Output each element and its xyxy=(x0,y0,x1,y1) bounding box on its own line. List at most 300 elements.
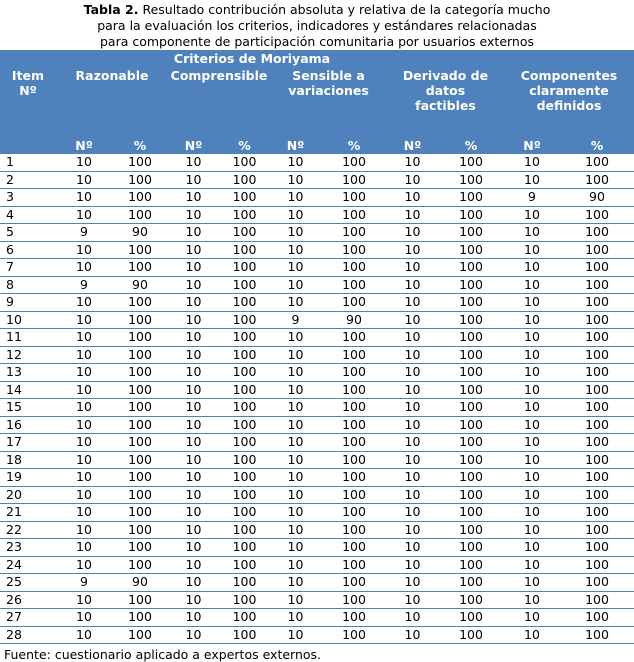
col-header-derivado: Derivado de datos factibles xyxy=(387,50,504,136)
item-cell: 27 xyxy=(0,609,56,627)
count-cell: 10 xyxy=(56,626,112,644)
percent-cell: 100 xyxy=(112,416,168,434)
count-cell: 10 xyxy=(270,486,321,504)
count-cell: 10 xyxy=(504,346,560,364)
count-cell: 9 xyxy=(56,224,112,242)
percent-cell: 100 xyxy=(560,539,634,557)
percent-cell: 100 xyxy=(112,469,168,487)
table-row xyxy=(0,521,634,539)
percent-cell: 100 xyxy=(560,574,634,592)
count-cell: 10 xyxy=(168,504,219,522)
count-cell: 10 xyxy=(504,521,560,539)
table-row xyxy=(0,626,634,644)
count-cell: 10 xyxy=(56,259,112,277)
item-cell: 23 xyxy=(0,539,56,557)
count-cell: 10 xyxy=(168,574,219,592)
caption-line-3: para componente de participación comunitaria por usuarios externos xyxy=(99,34,535,49)
table-row xyxy=(0,556,634,574)
percent-cell: 100 xyxy=(321,486,387,504)
percent-cell: 100 xyxy=(321,626,387,644)
count-cell: 10 xyxy=(270,504,321,522)
percent-cell: 100 xyxy=(560,399,634,417)
table-row xyxy=(0,451,634,469)
percent-cell: 100 xyxy=(219,504,270,522)
percent-cell: 100 xyxy=(438,154,504,171)
count-cell: 10 xyxy=(504,539,560,557)
item-cell: 26 xyxy=(0,591,56,609)
count-cell: 10 xyxy=(168,346,219,364)
count-cell: 10 xyxy=(56,329,112,347)
percent-cell: 100 xyxy=(438,556,504,574)
count-cell: 10 xyxy=(504,364,560,382)
count-cell: 10 xyxy=(56,434,112,452)
percent-cell: 100 xyxy=(219,189,270,207)
count-cell: 10 xyxy=(387,364,438,382)
percent-cell: 100 xyxy=(112,381,168,399)
percent-cell: 100 xyxy=(438,224,504,242)
item-cell: 15 xyxy=(0,399,56,417)
percent-cell: 100 xyxy=(219,259,270,277)
percent-cell: 90 xyxy=(321,311,387,329)
source-note: Fuente: cuestionario aplicado a expertos externos. xyxy=(4,647,322,662)
count-cell: 10 xyxy=(387,416,438,434)
percent-cell: 90 xyxy=(112,224,168,242)
percent-cell: 100 xyxy=(219,556,270,574)
sub-header-blank xyxy=(0,136,56,154)
count-cell: 10 xyxy=(56,346,112,364)
percent-cell: 100 xyxy=(321,259,387,277)
count-cell: 10 xyxy=(504,574,560,592)
count-cell: 10 xyxy=(270,434,321,452)
percent-cell: 100 xyxy=(438,451,504,469)
percent-cell: 100 xyxy=(321,364,387,382)
table-row xyxy=(0,416,634,434)
percent-cell: 100 xyxy=(321,399,387,417)
percent-cell: 100 xyxy=(560,469,634,487)
count-cell: 10 xyxy=(504,311,560,329)
percent-cell: 100 xyxy=(560,556,634,574)
percent-cell: 100 xyxy=(321,154,387,171)
count-cell: 10 xyxy=(168,626,219,644)
percent-cell: 100 xyxy=(438,626,504,644)
table-row xyxy=(0,364,634,382)
count-cell: 10 xyxy=(270,591,321,609)
item-cell: 12 xyxy=(0,346,56,364)
percent-cell: 100 xyxy=(560,416,634,434)
percent-cell: 100 xyxy=(560,171,634,189)
percent-cell: 100 xyxy=(219,521,270,539)
table-row xyxy=(0,276,634,294)
count-cell: 10 xyxy=(504,469,560,487)
count-cell: 10 xyxy=(270,609,321,627)
count-cell: 10 xyxy=(504,626,560,644)
item-cell: 4 xyxy=(0,206,56,224)
count-cell: 10 xyxy=(270,224,321,242)
table-row xyxy=(0,469,634,487)
percent-cell: 100 xyxy=(560,626,634,644)
percent-cell: 100 xyxy=(112,451,168,469)
count-cell: 10 xyxy=(387,626,438,644)
sub-header-pct: % xyxy=(321,136,387,154)
results-table xyxy=(0,50,634,644)
percent-cell: 100 xyxy=(219,469,270,487)
percent-cell: 100 xyxy=(219,626,270,644)
percent-cell: 100 xyxy=(321,381,387,399)
count-cell: 10 xyxy=(56,189,112,207)
percent-cell: 90 xyxy=(112,276,168,294)
count-cell: 10 xyxy=(504,504,560,522)
count-cell: 10 xyxy=(56,241,112,259)
count-cell: 9 xyxy=(56,276,112,294)
count-cell: 10 xyxy=(270,241,321,259)
count-cell: 10 xyxy=(270,469,321,487)
count-cell: 10 xyxy=(387,294,438,312)
count-cell: 10 xyxy=(270,539,321,557)
table-row xyxy=(0,206,634,224)
count-cell: 9 xyxy=(270,311,321,329)
percent-cell: 100 xyxy=(219,241,270,259)
table-row xyxy=(0,154,634,171)
percent-cell: 100 xyxy=(321,294,387,312)
percent-cell: 100 xyxy=(438,294,504,312)
count-cell: 10 xyxy=(504,241,560,259)
count-cell: 10 xyxy=(168,434,219,452)
count-cell: 10 xyxy=(387,469,438,487)
count-cell: 10 xyxy=(387,276,438,294)
count-cell: 10 xyxy=(56,486,112,504)
percent-cell: 100 xyxy=(438,434,504,452)
count-cell: 10 xyxy=(387,504,438,522)
col-header-razonable: Razonable xyxy=(56,50,168,136)
count-cell: 10 xyxy=(270,381,321,399)
count-cell: 10 xyxy=(387,451,438,469)
percent-cell: 100 xyxy=(219,434,270,452)
item-cell: 24 xyxy=(0,556,56,574)
item-cell: 8 xyxy=(0,276,56,294)
count-cell: 10 xyxy=(387,486,438,504)
count-cell: 10 xyxy=(168,556,219,574)
count-cell: 10 xyxy=(56,154,112,171)
count-cell: 10 xyxy=(168,259,219,277)
count-cell: 10 xyxy=(387,591,438,609)
percent-cell: 100 xyxy=(112,486,168,504)
count-cell: 10 xyxy=(270,399,321,417)
percent-cell: 100 xyxy=(219,294,270,312)
count-cell: 10 xyxy=(504,609,560,627)
percent-cell: 100 xyxy=(321,189,387,207)
count-cell: 10 xyxy=(504,171,560,189)
count-cell: 10 xyxy=(387,399,438,417)
count-cell: 10 xyxy=(56,451,112,469)
table-row xyxy=(0,171,634,189)
count-cell: 10 xyxy=(504,224,560,242)
percent-cell: 100 xyxy=(560,224,634,242)
item-cell: 21 xyxy=(0,504,56,522)
item-header-line1: Item xyxy=(11,68,45,83)
col-header-componentes: Componentes claramente definidos xyxy=(504,50,634,136)
percent-cell: 100 xyxy=(560,276,634,294)
percent-cell: 100 xyxy=(438,171,504,189)
percent-cell: 100 xyxy=(438,521,504,539)
count-cell: 10 xyxy=(504,276,560,294)
count-cell: 10 xyxy=(56,294,112,312)
count-cell: 10 xyxy=(168,224,219,242)
item-cell: 10 xyxy=(0,311,56,329)
table-row xyxy=(0,381,634,399)
percent-cell: 100 xyxy=(560,521,634,539)
count-cell: 10 xyxy=(56,556,112,574)
percent-cell: 100 xyxy=(438,329,504,347)
count-cell: 10 xyxy=(504,381,560,399)
count-cell: 10 xyxy=(504,556,560,574)
count-cell: 10 xyxy=(270,346,321,364)
sub-header-pct: % xyxy=(438,136,504,154)
percent-cell: 100 xyxy=(321,574,387,592)
table-row xyxy=(0,609,634,627)
count-cell: 10 xyxy=(270,171,321,189)
count-cell: 10 xyxy=(270,294,321,312)
percent-cell: 100 xyxy=(219,154,270,171)
percent-cell: 100 xyxy=(219,346,270,364)
percent-cell: 100 xyxy=(112,556,168,574)
percent-cell: 100 xyxy=(560,311,634,329)
count-cell: 10 xyxy=(56,504,112,522)
percent-cell: 100 xyxy=(321,521,387,539)
percent-cell: 100 xyxy=(560,154,634,171)
count-cell: 10 xyxy=(270,451,321,469)
percent-cell: 90 xyxy=(560,189,634,207)
count-cell: 10 xyxy=(168,539,219,557)
percent-cell: 100 xyxy=(321,241,387,259)
count-cell: 10 xyxy=(387,346,438,364)
count-cell: 10 xyxy=(504,416,560,434)
count-cell: 10 xyxy=(504,329,560,347)
item-cell: 22 xyxy=(0,521,56,539)
percent-cell: 100 xyxy=(438,346,504,364)
percent-cell: 100 xyxy=(438,206,504,224)
percent-cell: 100 xyxy=(560,504,634,522)
percent-cell: 100 xyxy=(219,206,270,224)
percent-cell: 100 xyxy=(321,591,387,609)
caption-text-1: Resultado contribución absoluta y relativa de la categoría mucho xyxy=(138,2,551,17)
item-cell: 13 xyxy=(0,364,56,382)
count-cell: 10 xyxy=(387,259,438,277)
percent-cell: 100 xyxy=(560,591,634,609)
percent-cell: 100 xyxy=(219,276,270,294)
percent-cell: 100 xyxy=(219,381,270,399)
count-cell: 10 xyxy=(387,521,438,539)
col-header-sensible: Sensible a variaciones xyxy=(270,50,387,136)
percent-cell: 100 xyxy=(112,189,168,207)
item-cell: 6 xyxy=(0,241,56,259)
count-cell: 10 xyxy=(387,556,438,574)
count-cell: 10 xyxy=(168,189,219,207)
item-cell: 20 xyxy=(0,486,56,504)
percent-cell: 100 xyxy=(560,294,634,312)
percent-cell: 100 xyxy=(112,171,168,189)
count-cell: 10 xyxy=(168,416,219,434)
count-cell: 10 xyxy=(168,399,219,417)
percent-cell: 100 xyxy=(560,364,634,382)
percent-cell: 100 xyxy=(560,451,634,469)
count-cell: 10 xyxy=(56,539,112,557)
percent-cell: 100 xyxy=(321,469,387,487)
percent-cell: 100 xyxy=(321,539,387,557)
table-row xyxy=(0,311,634,329)
percent-cell: 100 xyxy=(112,539,168,557)
count-cell: 9 xyxy=(504,189,560,207)
percent-cell: 100 xyxy=(438,259,504,277)
count-cell: 10 xyxy=(168,364,219,382)
table-row xyxy=(0,591,634,609)
count-cell: 10 xyxy=(56,521,112,539)
sub-header-n: Nº xyxy=(56,136,112,154)
count-cell: 10 xyxy=(504,399,560,417)
percent-cell: 100 xyxy=(112,591,168,609)
percent-cell: 100 xyxy=(438,416,504,434)
percent-cell: 100 xyxy=(321,346,387,364)
count-cell: 9 xyxy=(56,574,112,592)
table-body xyxy=(0,154,634,644)
table-row xyxy=(0,346,634,364)
percent-cell: 100 xyxy=(438,276,504,294)
count-cell: 10 xyxy=(168,381,219,399)
count-cell: 10 xyxy=(387,574,438,592)
item-cell: 28 xyxy=(0,626,56,644)
percent-cell: 100 xyxy=(438,241,504,259)
percent-cell: 100 xyxy=(438,311,504,329)
item-header-line2: Nº xyxy=(19,83,37,98)
percent-cell: 100 xyxy=(438,574,504,592)
percent-cell: 100 xyxy=(112,294,168,312)
table-row xyxy=(0,399,634,417)
item-cell: 9 xyxy=(0,294,56,312)
percent-cell: 100 xyxy=(560,609,634,627)
item-header xyxy=(0,50,56,136)
percent-cell: 100 xyxy=(438,364,504,382)
percent-cell: 90 xyxy=(112,574,168,592)
sub-header-pct: % xyxy=(219,136,270,154)
count-cell: 10 xyxy=(56,469,112,487)
percent-cell: 100 xyxy=(438,381,504,399)
sub-header-n: Nº xyxy=(387,136,438,154)
percent-cell: 100 xyxy=(560,329,634,347)
percent-cell: 100 xyxy=(321,451,387,469)
sub-header-pct: % xyxy=(112,136,168,154)
count-cell: 10 xyxy=(387,539,438,557)
item-cell: 5 xyxy=(0,224,56,242)
count-cell: 10 xyxy=(504,259,560,277)
caption-line-1 xyxy=(0,2,634,18)
sub-header-pct: % xyxy=(560,136,634,154)
percent-cell: 100 xyxy=(321,329,387,347)
percent-cell: 100 xyxy=(112,434,168,452)
count-cell: 10 xyxy=(504,434,560,452)
percent-cell: 100 xyxy=(112,206,168,224)
table-row xyxy=(0,241,634,259)
count-cell: 10 xyxy=(168,154,219,171)
table-row xyxy=(0,329,634,347)
percent-cell: 100 xyxy=(219,224,270,242)
table-header xyxy=(0,50,634,154)
percent-cell: 100 xyxy=(560,434,634,452)
percent-cell: 100 xyxy=(219,329,270,347)
count-cell: 10 xyxy=(168,469,219,487)
percent-cell: 100 xyxy=(112,399,168,417)
sub-header-n: Nº xyxy=(504,136,560,154)
count-cell: 10 xyxy=(387,329,438,347)
count-cell: 10 xyxy=(270,154,321,171)
count-cell: 10 xyxy=(168,329,219,347)
table-row xyxy=(0,259,634,277)
count-cell: 10 xyxy=(504,451,560,469)
count-cell: 10 xyxy=(168,311,219,329)
sub-header-n: Nº xyxy=(270,136,321,154)
count-cell: 10 xyxy=(387,224,438,242)
count-cell: 10 xyxy=(168,171,219,189)
percent-cell: 100 xyxy=(219,591,270,609)
count-cell: 10 xyxy=(168,206,219,224)
table-row xyxy=(0,574,634,592)
table-row xyxy=(0,294,634,312)
percent-cell: 100 xyxy=(112,259,168,277)
percent-cell: 100 xyxy=(219,416,270,434)
count-cell: 10 xyxy=(270,259,321,277)
percent-cell: 100 xyxy=(560,241,634,259)
item-cell: 11 xyxy=(0,329,56,347)
percent-cell: 100 xyxy=(560,486,634,504)
table-row xyxy=(0,486,634,504)
count-cell: 10 xyxy=(504,206,560,224)
caption-line-2: para la evaluación los criterios, indicadores y estándares relacionadas xyxy=(97,18,537,33)
count-cell: 10 xyxy=(56,609,112,627)
count-cell: 10 xyxy=(168,521,219,539)
table-row xyxy=(0,504,634,522)
count-cell: 10 xyxy=(270,276,321,294)
percent-cell: 100 xyxy=(219,171,270,189)
count-cell: 10 xyxy=(56,591,112,609)
count-cell: 10 xyxy=(387,311,438,329)
table-row xyxy=(0,189,634,207)
count-cell: 10 xyxy=(387,154,438,171)
percent-cell: 100 xyxy=(321,434,387,452)
count-cell: 10 xyxy=(504,591,560,609)
count-cell: 10 xyxy=(387,206,438,224)
percent-cell: 100 xyxy=(219,364,270,382)
percent-cell: 100 xyxy=(438,609,504,627)
percent-cell: 100 xyxy=(321,171,387,189)
count-cell: 10 xyxy=(387,189,438,207)
count-cell: 10 xyxy=(168,276,219,294)
item-cell: 25 xyxy=(0,574,56,592)
count-cell: 10 xyxy=(504,294,560,312)
item-cell: 18 xyxy=(0,451,56,469)
percent-cell: 100 xyxy=(438,399,504,417)
table-row xyxy=(0,539,634,557)
count-cell: 10 xyxy=(270,329,321,347)
percent-cell: 100 xyxy=(219,311,270,329)
percent-cell: 100 xyxy=(112,521,168,539)
count-cell: 10 xyxy=(270,556,321,574)
item-cell: 7 xyxy=(0,259,56,277)
percent-cell: 100 xyxy=(112,346,168,364)
item-cell: 3 xyxy=(0,189,56,207)
percent-cell: 100 xyxy=(321,504,387,522)
count-cell: 10 xyxy=(270,574,321,592)
item-cell: 1 xyxy=(0,154,56,171)
percent-cell: 100 xyxy=(438,189,504,207)
count-cell: 10 xyxy=(504,486,560,504)
